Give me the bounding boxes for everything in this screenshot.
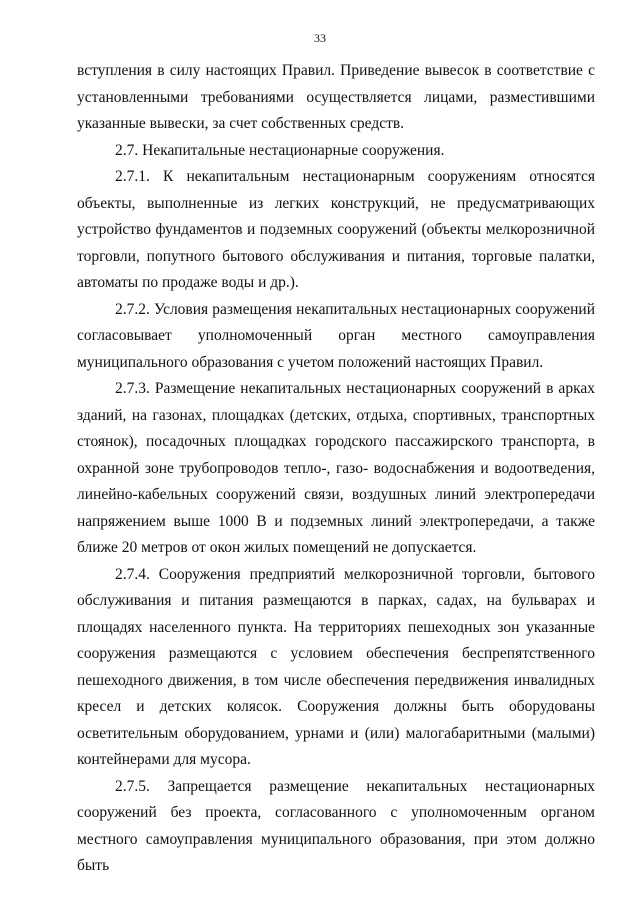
paragraph-2-7-1: 2.7.1. К некапитальным нестационарным сооружениям относятся объекты, выполненные из легких конструкций, не предусматривающих устройство фундаментов и подземных сооружений (объекты мелкорозничной торговли, попутного бытового обслуживания и питания, торговые палатки, автоматы по продаже воды и др.). <box>77 168 595 291</box>
paragraph-2-7-3: 2.7.3. Размещение некапитальных нестационарных сооружений в арках зданий, на газонах, площадках (детских, отдыха, спортивных, транспортных стоянок), посадочных площадках городского пассажирского транспорта, в охранной зоне трубопроводов тепло-, газо- водоснабжения и водоотведения, линейно-кабельных сооружений связи, воздушных линий электропередачи напряжением выше 1000 В и подземных линий электропередачи, а также ближе 20 метров от окон жилых помещений не допускается. <box>77 380 595 556</box>
paragraph-2-7-2: 2.7.2. Условия размещения некапитальных нестационарных сооружений согласовывает уполномоченный орган местного самоуправления муниципального образования с учетом положений настоящих Правил. <box>77 300 595 371</box>
document-body <box>77 58 595 880</box>
paragraph-2-7-4: 2.7.4. Сооружения предприятий мелкорозничной торговли, бытового обслуживания и питания размещаются в парках, садах, на бульварах и площадях населенного пункта. На территориях пешеходных зон указанные сооружения размещаются с условием обеспечения беспрепятственного пешеходного движения, в том числе обеспечения передвижения инвалидных кресел и детских колясок. Сооружения должны быть оборудованы осветительным оборудованием, урнами и (или) малогабаритными (малыми) контейнерами для мусора. <box>77 565 595 768</box>
section-heading-2-7: 2.7. Некапитальные нестационарные сооружения. <box>115 141 445 159</box>
page-number: 33 <box>314 31 326 45</box>
paragraph-continuation: вступления в силу настоящих Правил. Приведение вывесок в соответствие с установленными требованиями осуществляется лицами, разместившими указанные вывески, за счет собственных средств. <box>77 62 595 132</box>
paragraph-2-7-5: 2.7.5. Запрещается размещение некапитальных нестационарных сооружений без проекта, согласованного с уполномоченным органом местного самоуправления муниципального образования, при этом должно быть <box>77 777 595 874</box>
